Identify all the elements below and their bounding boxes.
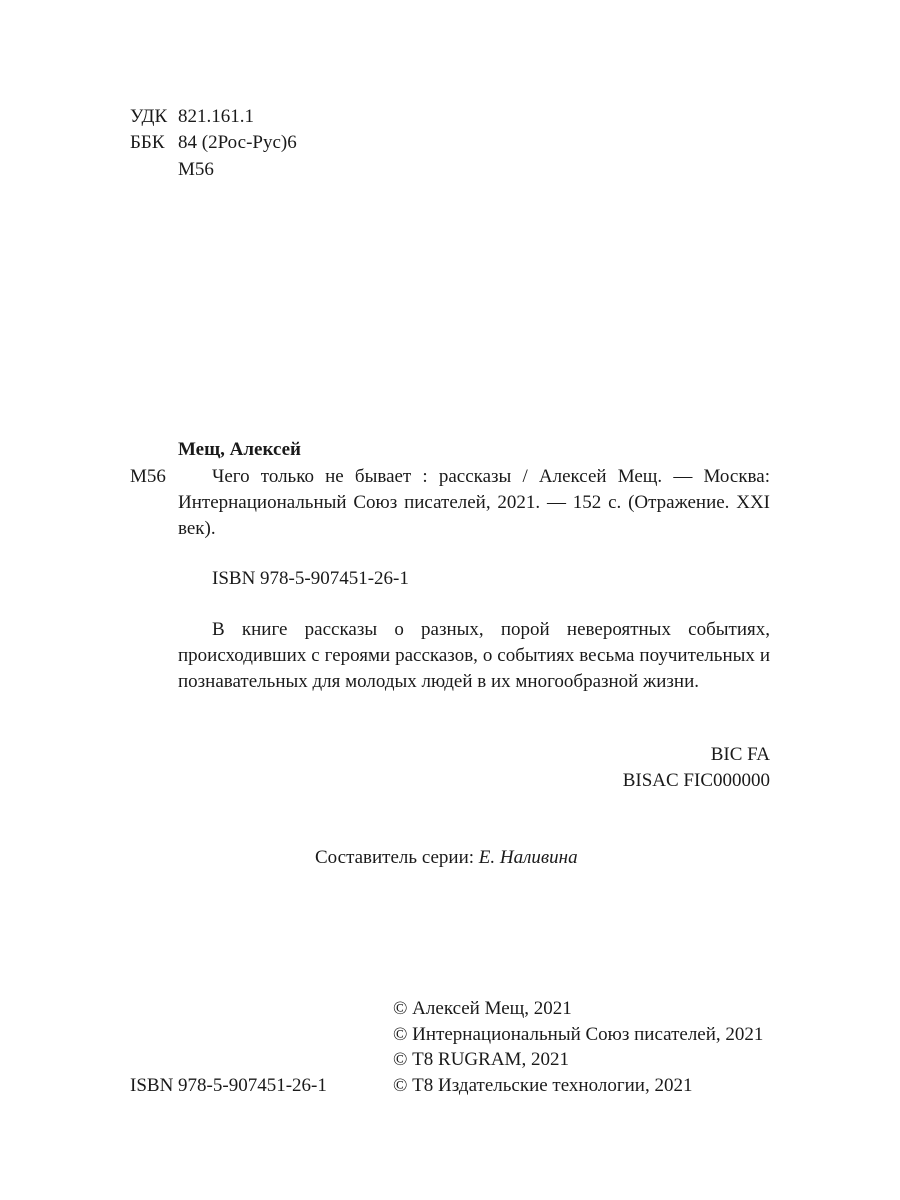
bisac-code: BISAC FIC000000 [622,770,770,791]
annotation-text: В книге рассказы о разных, порой невероятных событиях, происходивших с героями рассказов, о событиях весьма поучительных и познавательных для молодых людей в их многообразной жизни. [178,619,770,692]
author-heading: Мещ, Алексей [178,439,301,460]
copyright-t8: © Т8 Издательские технологии, 2021 [393,1075,693,1096]
bbk-value: 84 (2Рос-Рус)6 [178,132,297,153]
book-description [178,464,770,542]
copyright-author: © Алексей Мещ, 2021 [393,998,572,1019]
series-editor: Е. Наливина [478,847,578,868]
annotation [178,617,770,695]
bbk-label: ББК [130,132,165,153]
bic-code: BIC FA [710,744,770,765]
udk-label: УДК [130,106,168,127]
record-isbn: ISBN 978-5-907451-26-1 [212,568,409,589]
margin-mark: М56 [130,466,166,487]
series-compiler [315,845,578,871]
description-text: Чего только не бывает : рассказы / Алексей Мещ. — Москва: Интернациональный Союз писателей, 2021. — 152 с. (Отражение. XXI век). [178,466,770,539]
footer-isbn: ISBN 978-5-907451-26-1 [130,1075,327,1096]
copyright-rugram: © Т8 RUGRAM, 2021 [393,1049,569,1070]
author-mark: М56 [178,159,214,180]
series-label: Составитель серии: [315,847,475,868]
udk-value: 821.161.1 [178,106,254,127]
copyright-union: © Интернациональный Союз писателей, 2021 [393,1024,764,1045]
